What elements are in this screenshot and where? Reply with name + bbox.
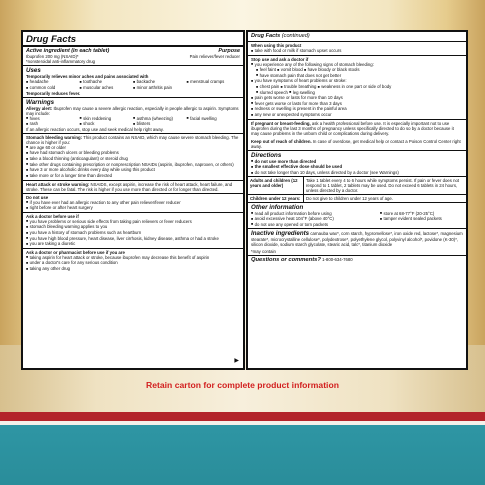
drug-facts-title: Drug Facts [26,34,77,45]
stop-use-subitem: ■ chest pain [256,84,279,89]
stop-use-subitem: ■ leg swelling [289,90,315,95]
uses-item: ■ headache [26,79,80,85]
allergy-item: ■ shock [80,121,134,127]
stomach-item: ■ are age 60 or older [26,145,240,151]
uses-intro: Temporarily relieves minor aches and pains associated with [26,74,149,80]
questions-phone: 1-800-634-7680 [322,257,353,263]
allergy-item: ■ rash [26,121,80,127]
continued-label: (continued) [281,33,310,39]
when-using-item: ■ take with food or milk if stomach upset occurs [251,48,463,54]
stop-use-item: ■ fever gets worse or lasts for more than 3 days [251,101,463,107]
stop-use-item: ■ you experience any of the following signs of stomach bleeding: [251,62,463,68]
uses-item: ■ common cold [26,85,80,91]
other-info-item: ■ do not use any opened or torn packets [251,222,463,228]
directions-item: ■ do not use more than directed [251,159,463,165]
ask-pharmacist-item: ■ under a doctor's care for any serious condition [26,260,240,266]
do-not-use-title: Do not use [26,194,49,200]
drug-facts-title-right: Drug Facts [251,33,281,39]
active-ingredient-header: Active ingredient (in each tablet) [26,48,110,54]
stomach-item: ■ take a blood thinning (anticoagulant) or steroid drug [26,156,240,162]
allergy-item: ■ hives [26,116,80,122]
stop-use-subitem: ■ vomit blood [277,67,303,72]
warnings-title: Warnings [26,98,55,106]
inactive-note: *may contain [251,249,276,255]
do-not-use-item: ■ if you have ever had an allergic reaction to any other pain reliever/fever reducer [26,200,240,206]
ask-pharmacist-title: Ask a doctor or pharmacist before use if you are [26,249,125,255]
ask-pharmacist-item: ■ taking any other drug [26,266,240,272]
other-info-item: ■ tamper evident sealed packets [380,216,463,222]
stomach-item: ■ have had stomach ulcers or bleeding problems [26,150,240,156]
pregnant-label: If pregnant or breast-feeding, [251,120,311,126]
stop-use-subitem: ■ have stomach pain that does not get better [256,73,341,78]
stomach-item: ■ have 3 or more alcoholic drinks every day while using this product [26,167,240,173]
directions-children-label: Children under 12 years: [248,194,304,202]
stop-use-item: ■ any new or unexpected symptoms occur [251,112,463,118]
stop-use-item: ■ pain gets worse or lasts for more than 10 days [251,95,463,101]
ask-doctor-item: ■ stomach bleeding warning applies to you [26,224,240,230]
ask-doctor-item: ■ you have problems or serious side effects from taking pain relievers or fever reducers [26,219,240,225]
directions-adults-text: Take 1 tablet every 4 to 6 hours while symptoms persist. If pain or fever does not respond to 1 tablet, 2 tablets may be used. Do not exceed 6 tablets in 24 hours, unless directed by a doctor. [306,177,460,193]
allergy-item: ■ blisters [133,121,187,127]
stop-use-subitem: ■ feel faint [256,67,276,72]
uses-item: ■ muscular aches [80,85,134,91]
do-not-use-item: ■ right before or after heart surgery [26,205,240,211]
uses-item: ■ backache [133,79,187,85]
uses-item: ■ menstrual cramps [187,79,241,85]
continue-arrow-icon: ▶ [234,358,239,364]
stop-use-subitem: ■ weakness in one part or side of body [318,84,392,89]
directions-item: ■ the smallest effective dose should be used [251,164,463,170]
stop-use-title: Stop use and ask a doctor if [251,56,309,62]
stop-use-item: ■ you have symptoms of heart problems or stroke: [251,78,463,84]
stop-use-item: ■ redness or swelling is present in the painful area [251,106,463,112]
directions-item: ■ do not take longer than 10 days, unless directed by a doctor (see Warnings) [251,170,463,176]
stomach-item: ■ take other drugs containing prescription or nonprescription NSAIDs (aspirin, ibuprofen, naproxen, or others) [26,162,240,168]
stop-use-subitem: ■ have bloody or black stools [304,67,360,72]
uses-title: Uses [26,67,41,75]
pregnant-text: ask a health professional before use. It is especially important not to use ibuprofen during the last 3 months of pregnancy unless specifically directed to do so by a doctor because it may cause problems in the unborn child or complications during delivery. [251,120,454,136]
ask-doctor-item: ■ you have a history of stomach problems such as heartburn [26,230,240,236]
drug-facts-panel-left [21,30,245,370]
heart-attack-text: NSAIDS, except aspirin, increase the risk of heart attack, heart failure, and stroke. These can be fatal. The risk is higher if you use more than directed or for longer than directed. [26,181,233,192]
directions-title: Directions [251,151,282,159]
drug-facts-panel-right [246,30,468,370]
directions-children-text: Do not give to children under 12 years of age. [304,194,466,202]
drug-facts-continued-title [248,32,466,42]
inactive-title: Inactive ingredients [251,230,310,238]
stomach-item: ■ take more or for a longer time than directed [26,173,240,179]
purpose-header: Purpose [218,48,240,54]
ask-doctor-title: Ask a doctor before use if [26,213,79,219]
heart-attack-label: Heart attack or stroke warning: [26,181,90,187]
other-info-item: ■ store at 68-77°F (20-25°C) [380,211,463,217]
allergy-stop: If an allergic reaction occurs, stop use and seek medical help right away. [26,126,164,132]
allergy-item: ■ skin reddening [80,116,134,122]
directions-adults-label: Adults and children (12 years and older) [248,177,304,194]
active-ingredient-purpose: Pain reliever/fever reducer [189,54,240,60]
stomach-bleeding-text: This product contains an NSAID, which may cause severe stomach bleeding. The chance is higher if you: [26,134,239,145]
other-info-item: ■ avoid excessive heat 104°F (above 40°C) [251,216,380,222]
uses-item: ■ minor arthritis pain [133,85,187,91]
when-using-title: When using this product [251,43,302,48]
ask-doctor-item: ■ you are taking a diuretic [26,241,240,247]
allergy-alert-label: Allergy alert: [26,105,53,111]
active-ingredient-line: Ibuprofen 200 mg (NSAID)* [26,54,79,60]
other-info-title: Other information [251,203,304,211]
other-info-item: ■ read all product information before using [251,211,380,217]
retain-carton-notice: Retain carton for complete product information [146,380,339,390]
ask-doctor-item: ■ you have high blood pressure, heart disease, liver cirrhosis, kidney disease, asthma or had a stroke [26,236,240,242]
stop-use-subitem: ■ trouble breathing [280,84,316,89]
allergy-item: ■ asthma (wheezing) [133,116,187,122]
directions-table [248,176,466,202]
red-stripe [0,412,485,421]
keep-out-text: In case of overdose, get medical help or contact a Poison Control Center right away. [251,138,461,149]
allergy-alert-text: Ibuprofen may cause a severe allergic reaction, especially in people allergic to aspirin. Symptoms may include: [26,105,239,116]
teal-band [0,425,485,485]
questions-title: Questions or comments? [251,257,321,264]
ask-pharmacist-item: ■ taking aspirin for heart attack or stroke, because ibuprofen may decrease this benefit of aspirin [26,255,240,261]
uses-item: ■ toothache [80,79,134,85]
stop-use-subitem: ■ slurred speech [256,90,288,95]
nsaid-note: *nonsteroidal anti-inflammatory drug [26,59,96,65]
stomach-bleeding-label: Stomach bleeding warning: [26,134,83,140]
uses-fever: Temporarily reduces fever. [26,90,81,96]
allergy-item: ■ facial swelling [187,116,241,122]
inactive-text: carnauba wax*, corn starch, hypromellose*, iron oxide red, lactose*, magnesium stearate*, microcrystalline cellulose*, polydextrose*, polyethylene glycol, polyvinyl alcohol*, povidone (K-30)*, silicon dioxide, sodium starch glycolate, stearic acid, talc*, titanium dioxide [251,231,463,248]
keep-out-label: Keep out of reach of children. [251,138,312,144]
